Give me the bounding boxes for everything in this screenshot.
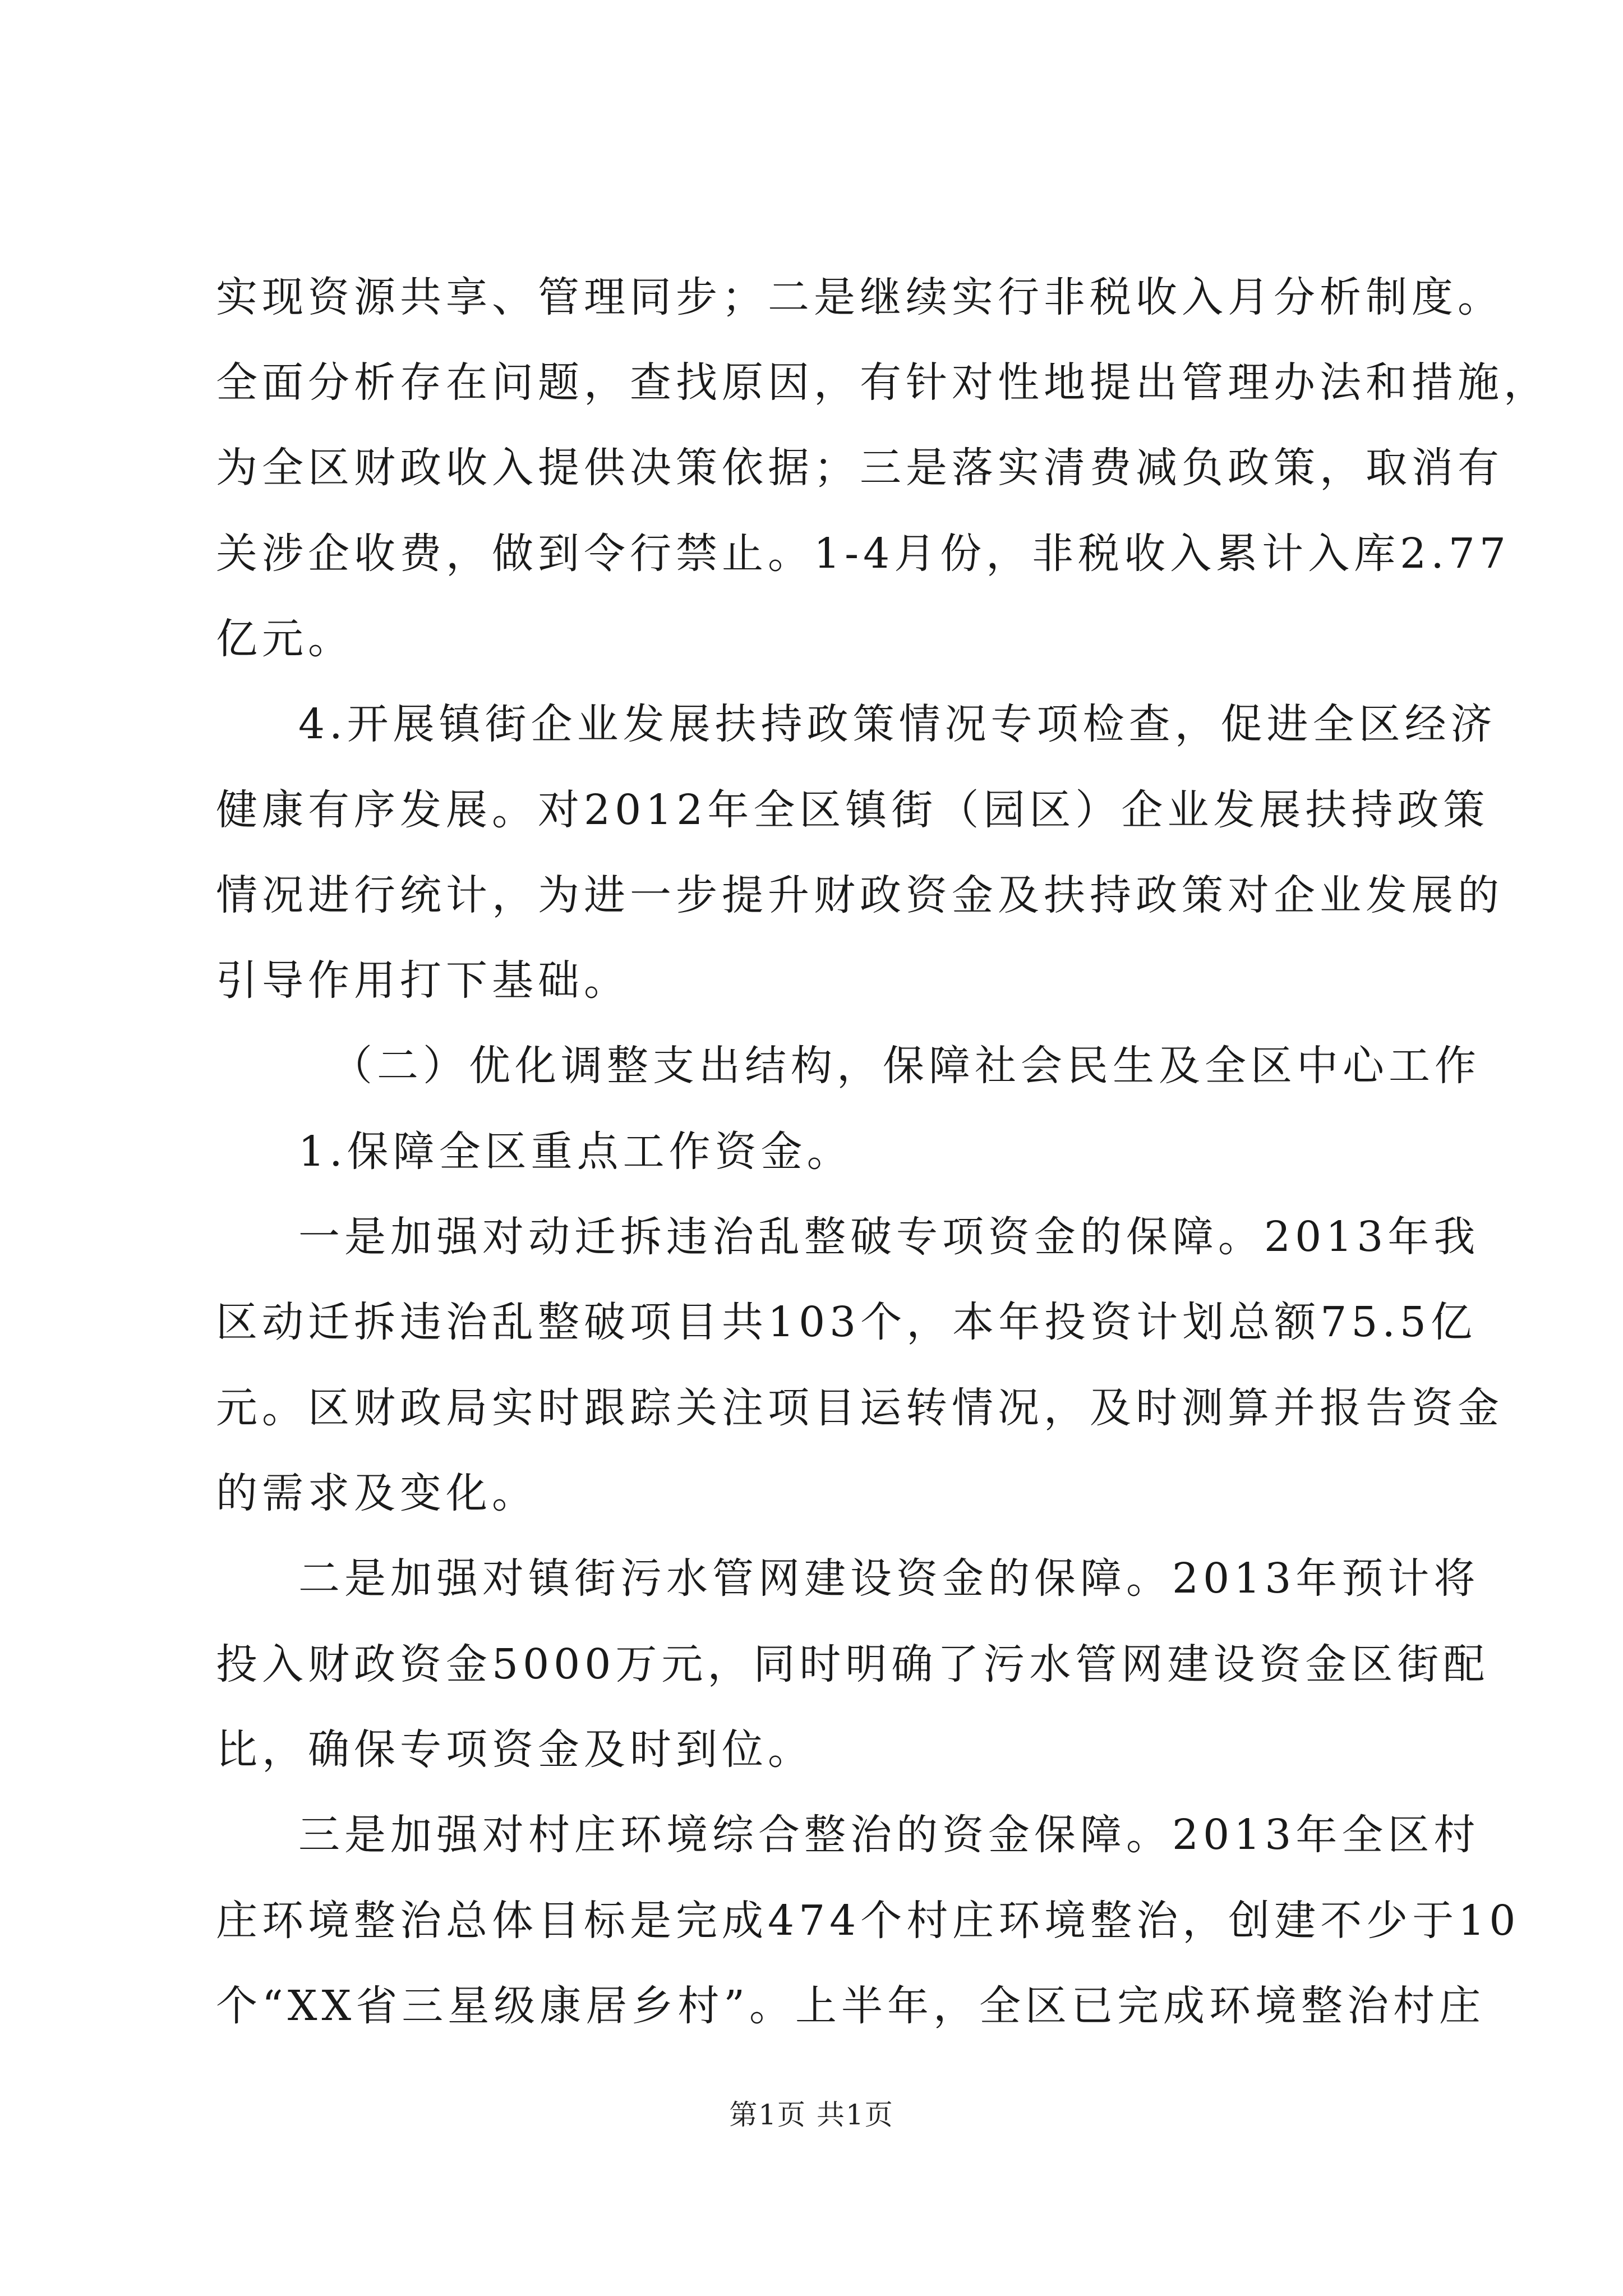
section-heading: （二）优化调整支出结构，保障社会民生及全区中心工作 bbox=[331, 1042, 1481, 1090]
text-line: 投入财政资金5000万元，同时明确了污水管网建设资金区街配 bbox=[216, 1640, 1490, 1688]
text-line: 引导作用打下基础。 bbox=[216, 956, 630, 1005]
text-line: 亿元。 bbox=[216, 615, 354, 663]
text-line: 实现资源共享、管理同步；二是继续实行非税收入月分析制度。 bbox=[216, 273, 1504, 321]
text-line: 比，确保专项资金及时到位。 bbox=[216, 1726, 814, 1774]
text-line: 个“XX省三星级康居乡村”。上半年，全区已完成环境整治村庄 bbox=[216, 1982, 1486, 2030]
paragraph-start-line: 二是加强对镇街污水管网建设资金的保障。2013年预计将 bbox=[298, 1554, 1480, 1603]
text-line: 庄环境整治总体目标是完成474个村庄环境整治，创建不少于10 bbox=[216, 1897, 1520, 1945]
subsection-heading: 1.保障全区重点工作资金。 bbox=[298, 1128, 853, 1176]
paragraph-start-line: 4.开展镇街企业发展扶持政策情况专项检查，促进全区经济 bbox=[298, 700, 1497, 748]
paragraph-start-line: 三是加强对村庄环境综合整治的资金保障。2013年全区村 bbox=[298, 1811, 1480, 1859]
text-line: 元。区财政局实时跟踪关注项目运转情况，及时测算并报告资金 bbox=[216, 1384, 1504, 1432]
text-line: 区动迁拆违治乱整破项目共103个，本年投资计划总额75.5亿 bbox=[216, 1298, 1477, 1346]
text-line: 关涉企收费，做到令行禁止。1-4月份，非税收入累计入库2.77 bbox=[216, 530, 1510, 578]
page-number-footer: 第1页 共1页 bbox=[729, 2099, 894, 2131]
text-line: 全面分析存在问题，查找原因，有针对性地提出管理办法和措施， bbox=[216, 358, 1550, 407]
text-line: 情况进行统计，为进一步提升财政资金及扶持政策对企业发展的 bbox=[216, 871, 1504, 919]
text-line: 为全区财政收入提供决策依据；三是落实清费减负政策，取消有 bbox=[216, 444, 1504, 492]
paragraph-start-line: 一是加强对动迁拆违治乱整破专项资金的保障。2013年我 bbox=[298, 1213, 1480, 1261]
text-line: 的需求及变化。 bbox=[216, 1469, 538, 1517]
text-line: 健康有序发展。对2012年全区镇街（园区）企业发展扶持政策 bbox=[216, 786, 1490, 834]
